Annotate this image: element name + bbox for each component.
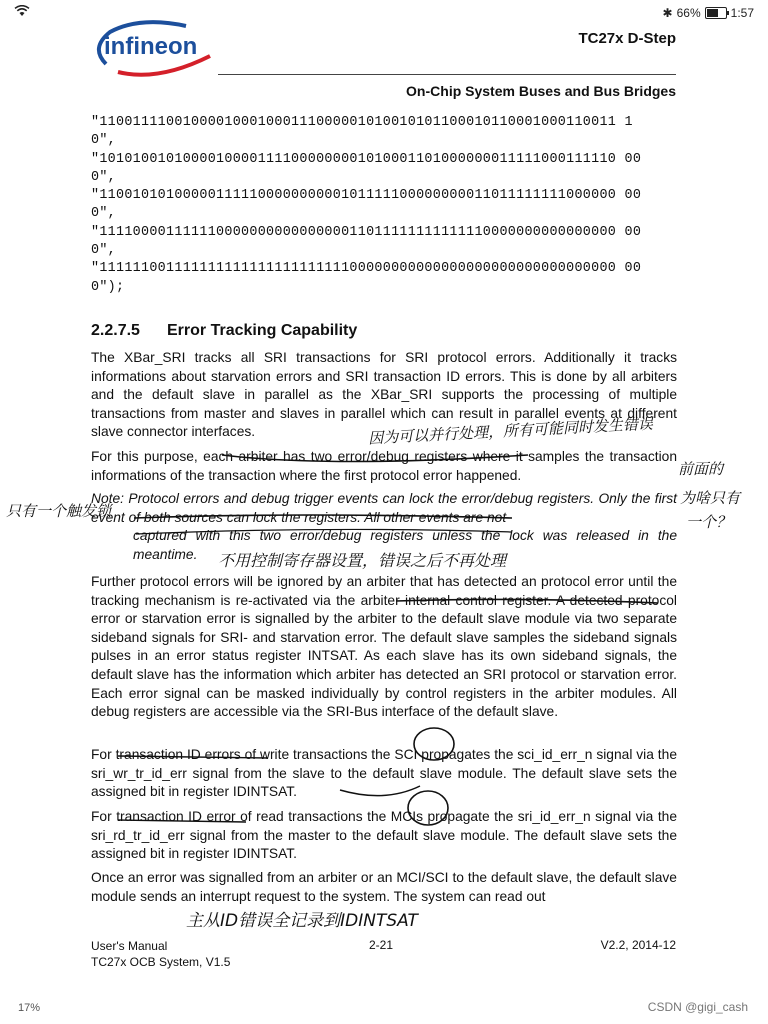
annotation-idintsat: 主从ID错误全记录到IDINTSAT	[186, 911, 418, 931]
bluetooth-icon: ✱	[662, 6, 673, 20]
note-line-1: Note: Protocol errors and debug trigger events can lock the error/debug registers. Only the first event of both sources can lock the registers. All other events are not	[91, 491, 677, 525]
doc-title: TC27x D-Step	[578, 30, 676, 47]
code-line: "11111100111111111111111111111100000000000000000000000000000000 00	[91, 261, 642, 277]
paragraph-5: For transaction ID error of read transactions the MCIs propagate the sri_id_err_n signal via the sri_rd_tr_id_err signal from the master to the default slave module. The default slave sets the assigned bit in register IDINTSAT.	[91, 809, 677, 862]
section-header: On-Chip System Buses and Bus Bridges	[406, 83, 676, 99]
code-line: 0",	[91, 169, 117, 185]
code-line: "11001010100000111110000000000101111100000000011011111111000000 00	[91, 188, 642, 204]
annotation-parallel: 因为可以并行处理，所有可能同时发生错误	[367, 414, 654, 448]
annotation-why: 为啥只有	[680, 489, 741, 507]
section-title: Error Tracking Capability	[167, 322, 358, 339]
code-line: "11001111001000010001000111000001010010101100010110001000110011 1	[91, 115, 633, 130]
footer-left	[91, 938, 230, 970]
paragraph-3: Further protocol errors will be ignored by an arbiter that has detected an protocol error until the tracking mechanism is re-activated via the arbiter internal control register. A detected protocol error or starvation error is signalled by the arbiter to the default slave module via two separate sideband signals for SRI- and starvation error. The default slave samples the sideband signals pulses in an error status register INTSAT. As each slave has its own sideband signals, the default slave has the information which arbiter has detected an SRI protocol or starvation error. Each error signal can be masked individually by control registers in the arbiter modules. All debug registers are accessible via the SRI-Bus interface of the default slave.	[91, 574, 677, 720]
battery-icon	[705, 7, 727, 19]
annotation-front: 前面的	[678, 460, 724, 478]
code-line: "11110000111111000000000000000011011111111111110000000000000000 00	[91, 224, 642, 240]
paragraph-4: For transaction ID errors of write transactions the SCI propagates the sci_id_err_n signal via the sri_wr_tr_id_err signal from the slave to the default slave module. The default slave sets the assigned bit in register IDINTSAT.	[91, 747, 677, 800]
manual-subtitle: TC27x OCB System, V1.5	[91, 955, 231, 969]
paragraph-6: Once an error was signalled from an arbiter or an MCI/SCI to the default slave, the default slave module sends an interrupt request to the system. The system can read out	[91, 870, 677, 904]
code-block	[91, 114, 681, 297]
code-line: 0",	[91, 206, 117, 222]
annotation-one-lock: 只有一个触发锁	[6, 502, 112, 520]
logo-text: infineon	[104, 33, 198, 60]
battery-percent: 66%	[676, 6, 701, 20]
code-line: 0",	[91, 133, 117, 149]
paragraph-1: The XBar_SRI tracks all SRI transactions for SRI protocol errors. Additionally it tracks informations about starvation errors and SRI transaction ID errors. This is done by all arbiters and the default slave in parallel as the XBar_SRI supports the processing of multiple transactions from master and slaves in parallel which can result in parallel events at different slave connector interfaces.	[91, 350, 677, 440]
manual-title: User's Manual	[91, 939, 168, 953]
version: V2.2, 2014-12	[600, 938, 676, 952]
watermark: CSDN @gigi_cash	[647, 1000, 748, 1014]
section-heading	[91, 322, 357, 340]
code-line: 0",	[91, 243, 117, 259]
wifi-icon	[14, 5, 30, 17]
zoom-level: 17%	[18, 1002, 41, 1014]
code-line: "10101001010000100001111000000001010001101000000011111000111110 00	[91, 151, 642, 167]
annotation-no-control: 不用控制寄存器设置，错误之后不再处理	[218, 551, 507, 570]
infineon-logo	[88, 20, 218, 80]
paragraph-2: For this purpose, each arbiter has two error/debug registers where it samples the transaction informations of the transaction where the first protocol error happened.	[91, 449, 677, 483]
code-line: 0");	[91, 279, 125, 295]
page-number: 2-21	[369, 938, 394, 952]
section-number: 2.2.7.5	[91, 322, 140, 339]
status-right	[663, 6, 754, 20]
clock: 1:57	[730, 6, 754, 20]
header-rule	[218, 74, 676, 75]
annotation-one: 一个？	[686, 513, 732, 531]
note-line-2: captured with this two error/debug registers unless the lock was released in the meantime.	[133, 528, 677, 562]
